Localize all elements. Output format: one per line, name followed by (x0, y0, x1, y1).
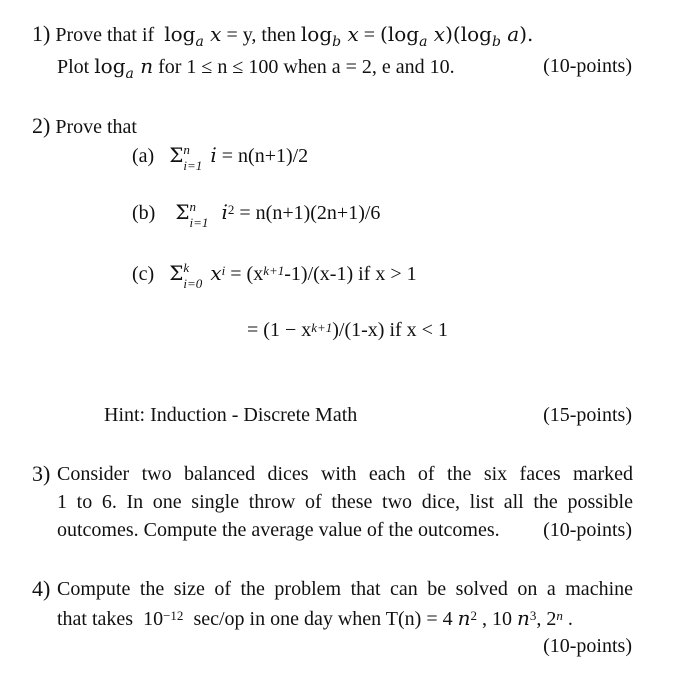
q4-exp-n: n (556, 608, 563, 623)
q4-points: (10-points) (543, 635, 632, 657)
q4-n: n (457, 606, 471, 630)
q4-neg12: −12 (163, 608, 184, 623)
q4-comma-10: , 10 (482, 608, 513, 630)
q2-line1 (32, 114, 137, 139)
q2-a-label: (a) (132, 145, 155, 167)
q2-a-limits: n i=1 (183, 142, 203, 173)
q4-comma-2: , 2 (536, 608, 557, 630)
q2-c2-pre: = (1 − x (247, 319, 312, 341)
q2-part-b (132, 199, 381, 230)
q1-range: for 1 ≤ n ≤ 100 when a = 2, e and 10. (158, 56, 455, 78)
q2-c-x: x (210, 261, 222, 285)
q4-ten: 10 (143, 608, 164, 630)
q4-exp-three: 3 (529, 608, 537, 623)
q4-line2-mid: sec/op in one day when T(n) = 4 (193, 608, 453, 630)
q1-number: 1) (32, 21, 51, 46)
q2-b-label: (b) (132, 202, 156, 224)
q4-line2-pre: that takes (57, 608, 134, 630)
q2-c-mid1: = (x (230, 263, 264, 285)
q2-c-exp: k+1 (263, 263, 285, 278)
q2-part-c (132, 260, 417, 291)
q4-exp-two: 2 (470, 608, 478, 623)
q2-c-exp-i: i (221, 263, 226, 278)
q2-hint: Hint: Induction - Discrete Math (104, 404, 358, 426)
q1-product: ($\log_a$ $x)(\log_b$ a). (380, 22, 534, 50)
q1-line1 (32, 22, 533, 49)
q3-line3: outcomes. Compute the average value of the outcomes. (57, 519, 500, 541)
q1-plot-label: Plot (57, 56, 90, 78)
sigma-symbol: Σ (169, 143, 184, 167)
q2-b-square: 2 (227, 202, 235, 217)
q2-c-limits: k i=0 (183, 260, 203, 291)
q2-b-i: i (221, 200, 228, 224)
q3-points: (10-points) (543, 519, 632, 541)
q2-b-rhs: = n(n+1)(2n+1)/6 (239, 202, 381, 224)
q2-c-label: (c) (132, 263, 155, 285)
q4-line2 (57, 606, 573, 631)
q1-prove-text: Prove that if (55, 24, 155, 46)
q4-n: n (517, 606, 530, 630)
q2-c2-post: )/(1-x) if x < 1 (332, 319, 448, 341)
q1-eq-y: = y, then (226, 24, 296, 46)
q1-log-b-x: $\log_b x$ (300, 22, 359, 50)
q2-c-mid2: -1)/(x-1) if x > 1 (284, 263, 417, 285)
q1-line2 (57, 54, 455, 81)
q1-log-a-x: $\log_a x$ (164, 22, 222, 50)
q2-part-a (132, 142, 309, 173)
q3-line1: Consider two balanced dices with each of the six faces marked (57, 463, 633, 485)
q4-number: 4) (32, 576, 51, 601)
q2-points: (15-points) (543, 404, 632, 426)
q2-b-limits: n i=1 (189, 199, 209, 230)
q3-number: 3) (32, 461, 51, 486)
q1-plot-expr: $\log_a n$ (94, 54, 154, 82)
q1-equals: = (363, 24, 376, 46)
q2-number: 2) (32, 113, 51, 138)
q1-points: (10-points) (543, 55, 632, 77)
q3-line2: 1 to 6. In one single throw of these two dice, list all the possible (57, 491, 633, 513)
q4-period: . (567, 608, 573, 630)
q2-a-i: i (210, 143, 217, 167)
q2-part-c-line2 (247, 318, 448, 342)
sigma-symbol: Σ (169, 261, 184, 285)
q2-a-rhs: = n(n+1)/2 (221, 145, 309, 167)
q2-prove-text: Prove that (55, 116, 137, 138)
q2-c2-exp: k+1 (311, 320, 333, 335)
sigma-symbol: Σ (175, 200, 190, 224)
q4-line1: Compute the size of the problem that can be solved on a machine (57, 578, 633, 600)
